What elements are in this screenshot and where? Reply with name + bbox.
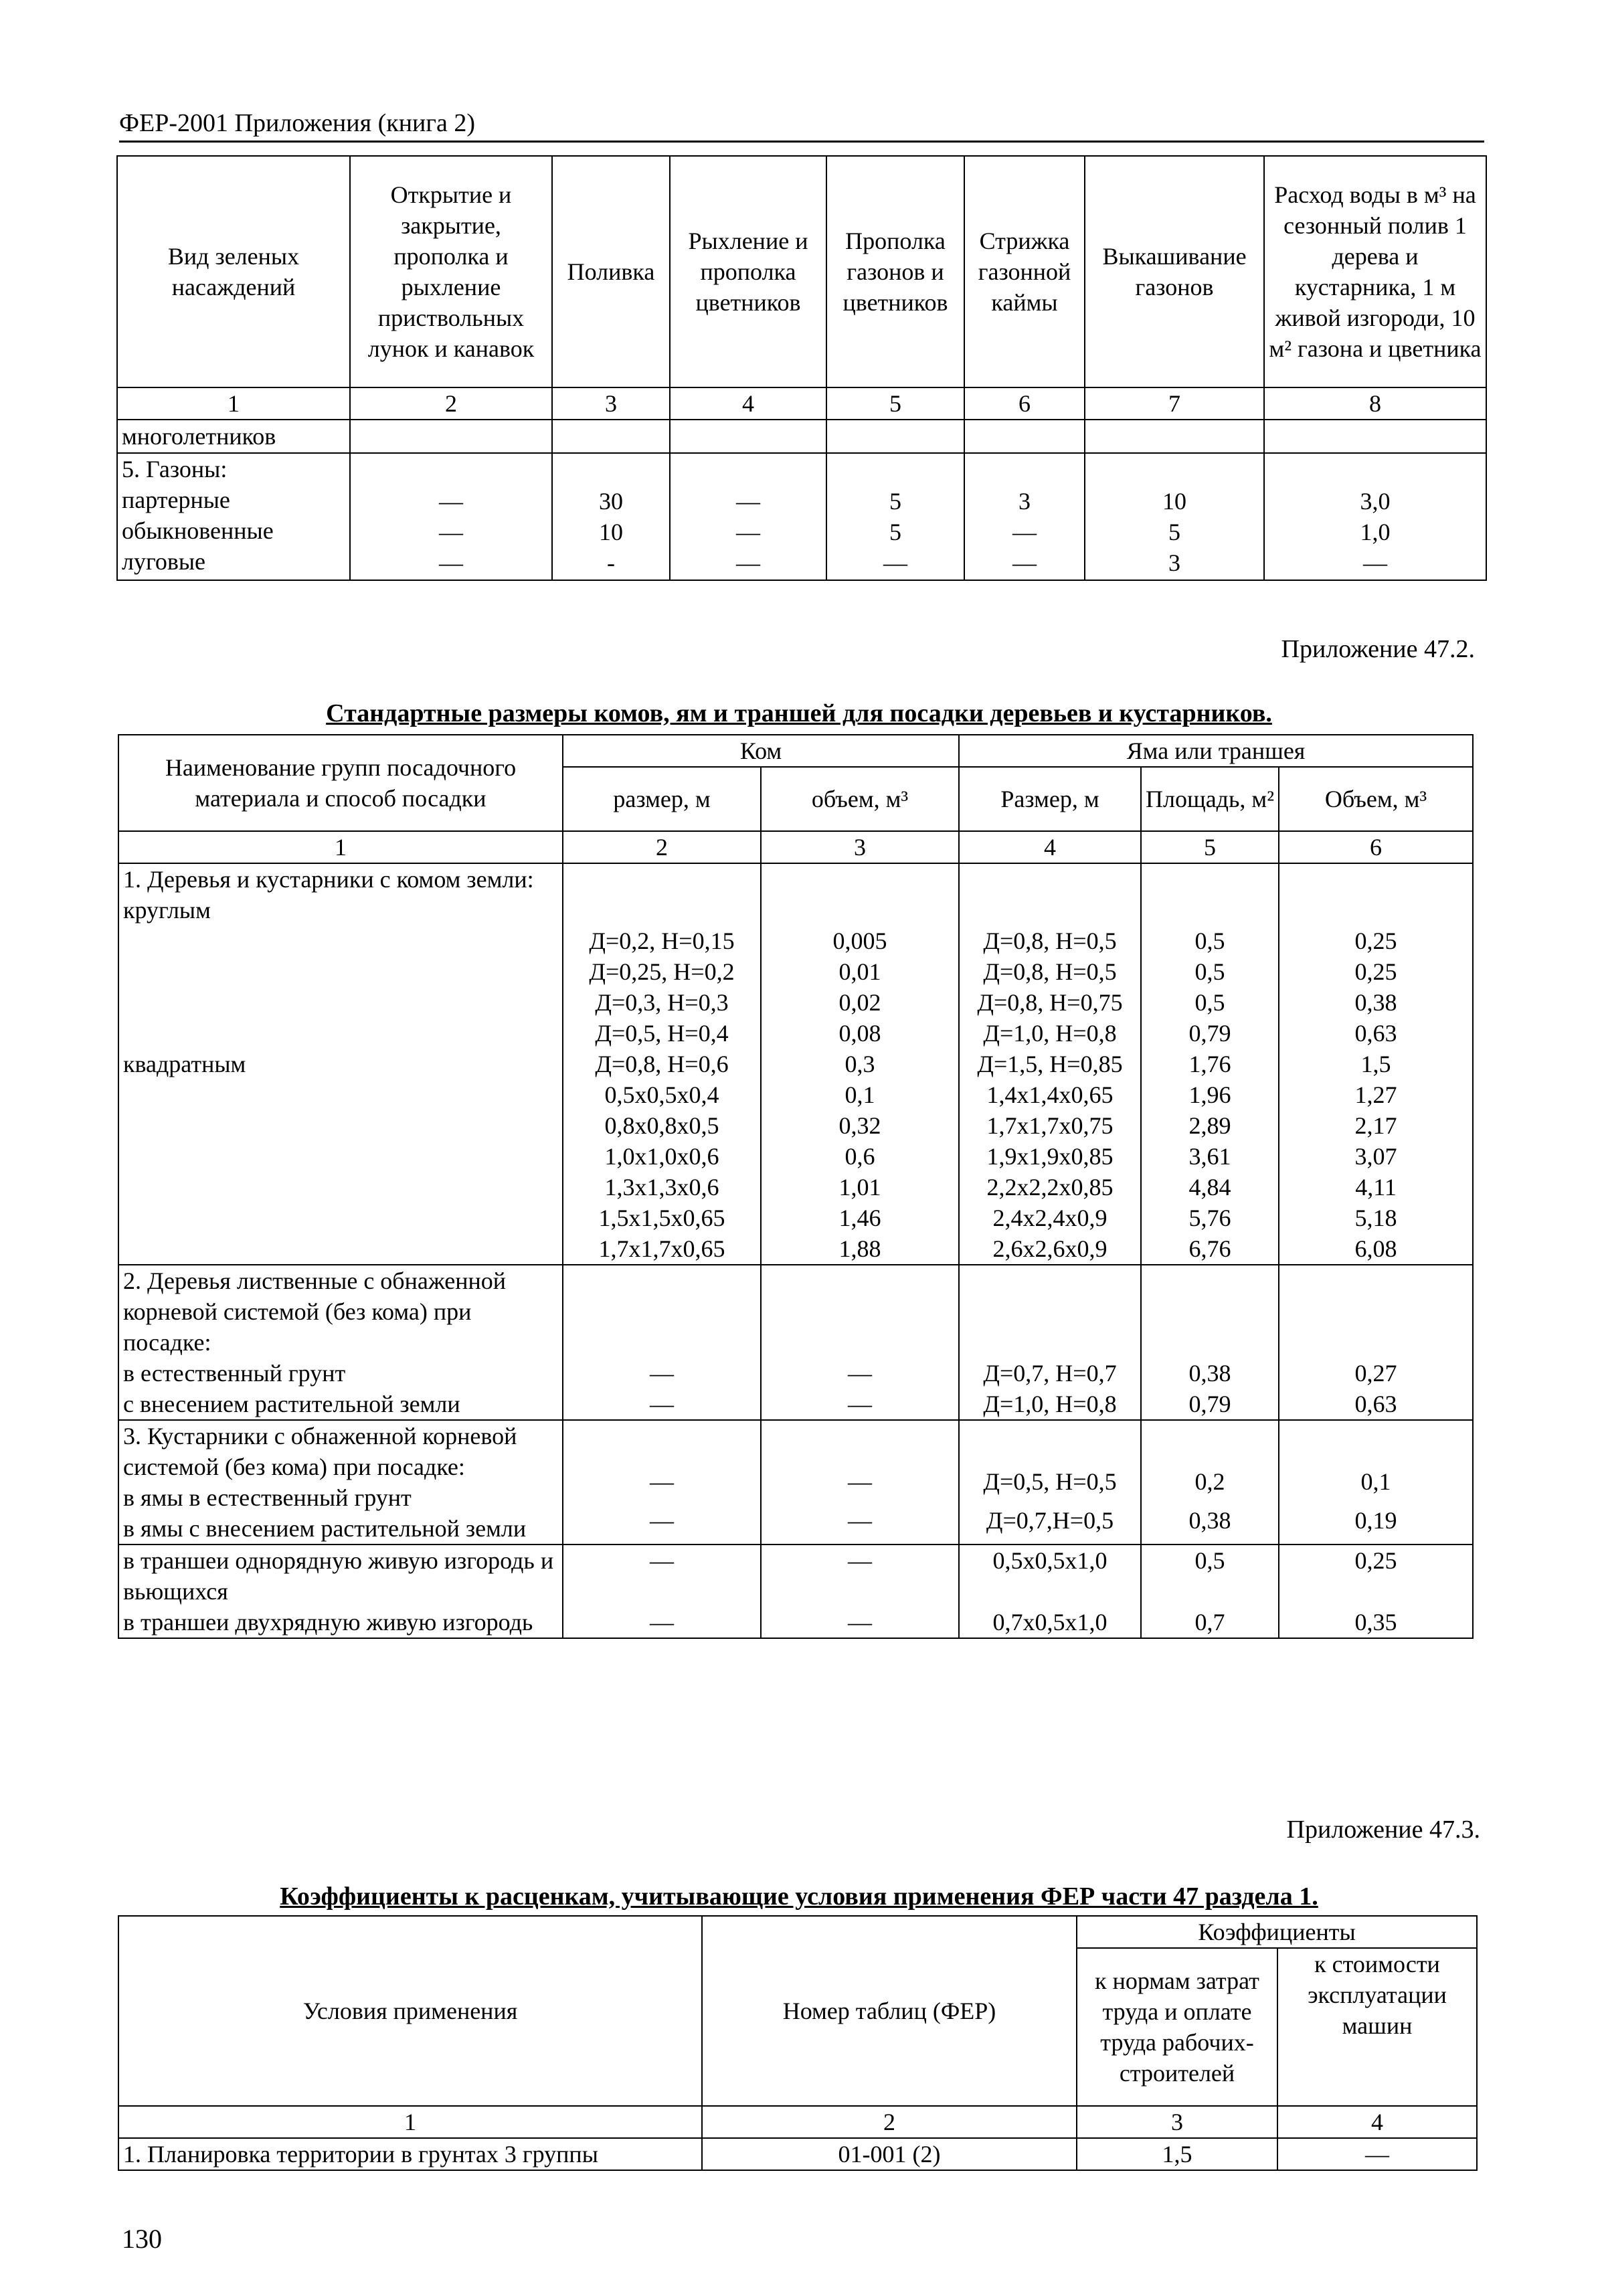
table-cell: 0,2 0,38: [1141, 1420, 1279, 1544]
table-cell: — —: [761, 1544, 959, 1638]
t1-colnum: 7: [1085, 387, 1264, 420]
table-cell: 1. Планировка территории в грунтах 3 группы: [118, 2138, 702, 2170]
table-cell: [670, 420, 826, 453]
t2-group3-title: 3. Кустарники с обнаженной корневой системой (без кома) при посадке:: [123, 1423, 517, 1480]
table-cell: в траншеи однорядную живую изгородь и вьющихся в траншеи двухрядную живую изгородь: [118, 1544, 563, 1638]
t1-colnum: 4: [670, 387, 826, 420]
t2-header-kom-size: размер, м: [563, 767, 761, 831]
table-row: [117, 453, 1486, 580]
t1-header-8: Расход воды в м³ на сезонный полив 1 дерева и кустарника, 1 м живой изгороди, 10 м² газона и цветника: [1264, 156, 1486, 387]
table-cell: 1,5: [1077, 2138, 1277, 2170]
t1-colnum: 8: [1264, 387, 1486, 420]
table-cell: многолетников: [117, 420, 350, 453]
t2-colnum: 4: [959, 831, 1141, 863]
table-row: [118, 863, 1473, 1265]
t1-header-6: Стрижка газонной каймы: [964, 156, 1085, 387]
table-cell: — —: [761, 1420, 959, 1544]
t2-colnum: 1: [118, 831, 563, 863]
table-cell: — — —: [670, 453, 826, 580]
root-ball-sizes-table: [118, 734, 1474, 1639]
t2-colnum: 3: [761, 831, 959, 863]
t1-colnum: 3: [552, 387, 670, 420]
table-row: [118, 1544, 1473, 1638]
watering-table: [116, 155, 1487, 581]
t3-header-table-no: Номер таблиц (ФЕР): [702, 1916, 1077, 2106]
t1-group-label: 5. Газоны:: [122, 456, 228, 482]
table-cell: 10 5 3: [1085, 453, 1264, 580]
table-cell: [118, 863, 563, 1265]
table-cell: 0,005 0,01 0,02 0,08 0,3 0,1 0,32 0,6 1,01 1,46 1,88: [761, 863, 959, 1265]
t1-row-label: луговые: [122, 548, 205, 575]
running-header: ФЕР-2001 Приложения (книга 2): [119, 109, 475, 137]
page-number: 130: [122, 2224, 162, 2254]
t2-header-kom-volume: объем, м³: [761, 767, 959, 831]
appendix-label: Приложение 47.3.: [1286, 1816, 1480, 1844]
table-cell: — — —: [350, 453, 552, 580]
t2-group1-title: 1. Деревья и кустарники с комом земли:: [123, 866, 534, 893]
table-cell: 01-001 (2): [702, 2138, 1077, 2170]
t2-header-yama-area: Площадь, м²: [1141, 767, 1279, 831]
coefficients-table: [118, 1915, 1478, 2171]
t1-header-4: Рыхление и прополка цветников: [670, 156, 826, 387]
t3-header-conditions: Условия применения: [118, 1916, 702, 2106]
table-cell: [552, 420, 670, 453]
t2-sub-square: квадратным: [123, 1051, 246, 1077]
table-cell: — —: [563, 1265, 761, 1420]
table-cell: 0,38 0,79: [1141, 1265, 1279, 1420]
t3-colnum: 3: [1077, 2106, 1277, 2138]
t3-header-coeffs: Коэффициенты: [1077, 1916, 1477, 1948]
table-cell: — —: [563, 1420, 761, 1544]
table-cell: 3,0 1,0 —: [1264, 453, 1486, 580]
t3-colnum: 2: [702, 2106, 1077, 2138]
table-row: [118, 1265, 1473, 1420]
table-cell: [1085, 420, 1264, 453]
t2-colnum: 2: [563, 831, 761, 863]
table-row: [117, 420, 1486, 453]
table-title: Коэффициенты к расценкам, учитывающие условия применения ФЕР части 47 раздела 1.: [280, 1882, 1318, 1911]
table-title: Стандартные размеры комов, ям и траншей для посадки деревьев и кустарников.: [326, 699, 1272, 727]
t3-header-machines: к стоимости эксплуатации машин: [1277, 1948, 1477, 2106]
t1-colnum: 6: [964, 387, 1085, 420]
t1-header-3: Поливка: [552, 156, 670, 387]
table-cell: 0,25 0,25 0,38 0,63 1,5 1,27 2,17 3,07 4,11 5,18 6,08: [1279, 863, 1473, 1265]
t1-colnum: 5: [826, 387, 964, 420]
t1-header-1: Вид зеленых насаждений: [117, 156, 350, 387]
t1-header-2: Открытие и закрытие, прополка и рыхление приствольных лунок и канавок: [350, 156, 552, 387]
table-cell: [1264, 420, 1486, 453]
t2-colnum: 5: [1141, 831, 1279, 863]
header-rule: [119, 141, 1484, 143]
table-cell: 0,5x0,5x1,0 0,7x0,5x1,0: [959, 1544, 1141, 1638]
table-cell: [117, 453, 350, 580]
table-cell: Д=0,5, Н=0,5 Д=0,7,Н=0,5: [959, 1420, 1141, 1544]
t2-header-name: Наименование групп посадочного материала и способ посадки: [118, 735, 563, 831]
table-cell: 0,27 0,63: [1279, 1265, 1473, 1420]
t1-colnum: 1: [117, 387, 350, 420]
table-cell: — —: [563, 1544, 761, 1638]
t2-header-yama-size: Размер, м: [959, 767, 1141, 831]
table-cell: [964, 420, 1085, 453]
table-cell: — —: [761, 1265, 959, 1420]
table-cell: 3 — —: [964, 453, 1085, 580]
table-cell: 5 5 —: [826, 453, 964, 580]
t2-colnum: 6: [1279, 831, 1473, 863]
t1-colnum: 2: [350, 387, 552, 420]
table-cell: Д=0,2, Н=0,15 Д=0,25, Н=0,2 Д=0,3, Н=0,3 Д=0,5, Н=0,4 Д=0,8, Н=0,6 0,5x0,5x0,4 0,8x0,8x0,5 1,0x1,0x0,6 1,3x1,3x0,6 1,5x1,5x0,65 1,7x1,7x0,65: [563, 863, 761, 1265]
t1-header-7: Выкашивание газонов: [1085, 156, 1264, 387]
t1-row-label: партерные: [122, 487, 230, 513]
appendix-label: Приложение 47.2.: [1281, 635, 1475, 663]
table-cell: 0,1 0,19: [1279, 1420, 1473, 1544]
t2-header-kom: Ком: [563, 735, 959, 767]
table-cell: [350, 420, 552, 453]
table-cell: Д=0,7, Н=0,7 Д=1,0, Н=0,8: [959, 1265, 1141, 1420]
t1-header-5: Прополка газонов и цветников: [826, 156, 964, 387]
t3-colnum: 1: [118, 2106, 702, 2138]
t2-header-yama: Яма или траншея: [959, 735, 1473, 767]
t2-header-yama-volume: Объем, м³: [1279, 767, 1473, 831]
table-cell: [826, 420, 964, 453]
table-cell: 0,5 0,7: [1141, 1544, 1279, 1638]
t2-sub-round: круглым: [123, 897, 211, 923]
t3-header-labor: к нормам затрат труда и оплате труда рабочих-строителей: [1077, 1948, 1277, 2106]
table-cell: 3. Кустарники с обнаженной корневой системой (без кома) при посадке: в ямы в естественный грунт в ямы с внесением растительной земли: [118, 1420, 563, 1544]
table-cell: 2. Деревья лиственные с обнаженной корневой системой (без кома) при посадке: в естественный грунт с внесением растительной земли: [118, 1265, 563, 1420]
table-cell: —: [1277, 2138, 1477, 2170]
table-cell: 30 10 -: [552, 453, 670, 580]
table-cell: Д=0,8, Н=0,5 Д=0,8, Н=0,5 Д=0,8, Н=0,75 Д=1,0, Н=0,8 Д=1,5, Н=0,85 1,4x1,4x0,65 1,7x1,7x0,75 1,9x1,9x0,85 2,2x2,2x0,85 2,4x2,4x0,9 2,6x2,6x0,9: [959, 863, 1141, 1265]
t2-group2-title: 2. Деревья лиственные с обнаженной корневой системой (без кома) при посадке:: [123, 1267, 507, 1356]
t3-colnum: 4: [1277, 2106, 1477, 2138]
table-cell: 0,25 0,35: [1279, 1544, 1473, 1638]
table-row: [118, 2138, 1477, 2170]
t1-row-label: обыкновенные: [122, 517, 274, 544]
table-row: [118, 1420, 1473, 1544]
table-cell: 0,5 0,5 0,5 0,79 1,76 1,96 2,89 3,61 4,84 5,76 6,76: [1141, 863, 1279, 1265]
